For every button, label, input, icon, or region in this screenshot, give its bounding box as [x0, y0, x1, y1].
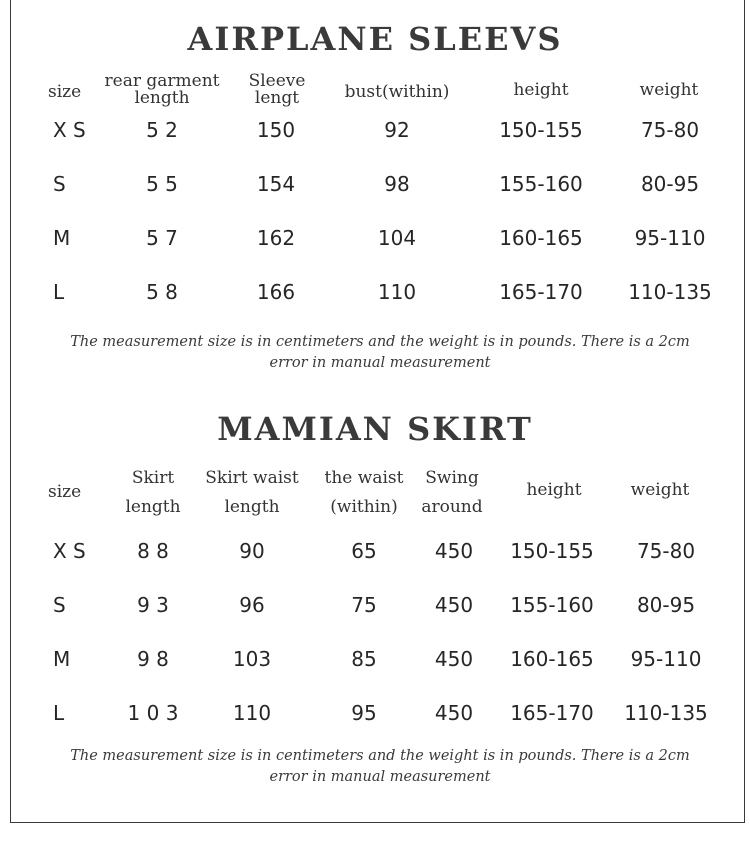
table-cell: 450	[434, 647, 474, 671]
column-header	[513, 82, 568, 99]
size-label: S	[53, 172, 66, 196]
column-header-line: bust(within)	[344, 82, 450, 102]
table-cell: 103	[232, 647, 272, 671]
section-title: AIRPLANE SLEEVS	[187, 20, 563, 58]
column-header-line: size	[48, 82, 82, 102]
measurement-note: The measurement size is in centimeters and the weight is in pounds. There is a 2cm	[70, 334, 690, 350]
table-cell: 5 5	[146, 172, 178, 196]
table-cell: 165-170	[499, 280, 583, 304]
column-header-line: Skirt waist	[205, 468, 299, 488]
column-header	[48, 84, 81, 101]
table-cell: 162	[256, 226, 296, 250]
column-header-line: the waist	[324, 468, 404, 488]
column-header	[249, 73, 306, 107]
column-header	[105, 73, 220, 107]
column-header-line: lengt	[254, 88, 300, 108]
measurement-note: The measurement size is in centimeters and the weight is in pounds. There is a 2cm	[70, 748, 690, 764]
table-cell: 80-95	[636, 593, 696, 617]
column-header-line: size	[48, 482, 82, 502]
column-header	[640, 82, 699, 99]
table-cell: 9 8	[137, 647, 169, 671]
column-header-line: Sleeve	[248, 71, 306, 91]
column-header	[48, 484, 81, 501]
table-cell: 450	[434, 593, 474, 617]
table-cell: 154	[256, 172, 296, 196]
table-cell: 150-155	[510, 539, 594, 563]
table-cell: 166	[256, 280, 296, 304]
table-cell: 5 7	[146, 226, 178, 250]
table-cell: 450	[434, 701, 474, 725]
table-cell: 1 0 3	[127, 701, 179, 725]
table-cell: 95-110	[634, 226, 706, 250]
table-cell: 75	[351, 593, 377, 617]
size-label: L	[53, 280, 65, 304]
size-label: L	[53, 701, 65, 725]
column-header-line: (within)	[330, 497, 398, 517]
table-cell: 110	[377, 280, 417, 304]
column-header-line: Swing	[425, 468, 479, 488]
table-cell: 80-95	[640, 172, 700, 196]
table-cell: 165-170	[510, 701, 594, 725]
column-header	[421, 464, 482, 522]
column-header-line: length	[125, 497, 181, 517]
column-header	[325, 464, 404, 522]
table-cell: 104	[377, 226, 417, 250]
table-cell: 155-160	[499, 172, 583, 196]
measurement-note-line2: error in manual measurement	[269, 355, 491, 371]
table-cell: 155-160	[510, 593, 594, 617]
size-label: M	[53, 226, 71, 250]
table-cell: 92	[384, 118, 410, 142]
table-cell: 8 8	[137, 539, 169, 563]
table-cell: 160-165	[510, 647, 594, 671]
table-cell: 65	[351, 539, 377, 563]
table-cell: 450	[434, 539, 474, 563]
table-cell: 95-110	[630, 647, 702, 671]
table-cell: 150	[256, 118, 296, 142]
size-label: M	[53, 647, 71, 671]
column-header	[205, 464, 298, 522]
table-cell: 110-135	[628, 280, 712, 304]
table-cell: 85	[351, 647, 377, 671]
table-cell: 110	[232, 701, 272, 725]
column-header-line: height	[513, 80, 569, 100]
size-label: S	[53, 593, 66, 617]
table-cell: 5 2	[146, 118, 178, 142]
section-title: MAMIAN SKIRT	[217, 410, 533, 448]
table-cell: 95	[351, 701, 377, 725]
column-header-line: weight	[630, 480, 690, 500]
column-header-line: around	[421, 497, 483, 517]
table-cell: 110-135	[624, 701, 708, 725]
column-header	[125, 464, 180, 522]
column-header	[345, 84, 450, 101]
table-cell: 75-80	[640, 118, 700, 142]
column-header	[526, 482, 581, 499]
table-cell: 5 8	[146, 280, 178, 304]
column-header	[631, 482, 690, 499]
column-header-line: length	[134, 88, 190, 108]
table-cell: 9 3	[137, 593, 169, 617]
table-cell: 96	[239, 593, 265, 617]
measurement-note-line2: error in manual measurement	[269, 769, 491, 785]
table-cell: 160-165	[499, 226, 583, 250]
column-header-line: height	[526, 480, 582, 500]
column-header-line: Skirt	[131, 468, 175, 488]
table-cell: 90	[239, 539, 265, 563]
table-cell: 98	[384, 172, 410, 196]
table-cell: 150-155	[499, 118, 583, 142]
column-header-line: length	[224, 497, 280, 517]
size-label: X S	[53, 539, 86, 563]
column-header-line: weight	[639, 80, 699, 100]
table-cell: 75-80	[636, 539, 696, 563]
size-label: X S	[53, 118, 86, 142]
column-header-line: rear garment	[104, 71, 220, 91]
